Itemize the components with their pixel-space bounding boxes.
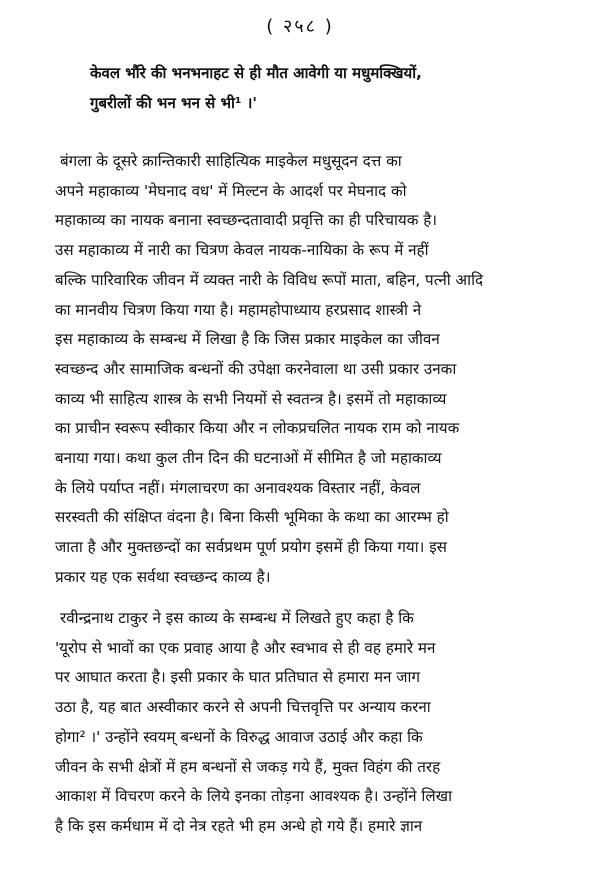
- paragraph-line: होगा² ।' उन्होंने स्वयम् बन्धनों के विरुद्ध आवाज उठाई और कहा कि: [55, 727, 423, 746]
- paragraph-line: इस महाकाव्य के सम्बन्ध में लिखा है कि जिस प्रकार माइकेल का जीवन: [55, 330, 440, 349]
- paragraph-rabindranath: [55, 604, 585, 842]
- paragraph-line: महाकाव्य का नायक बनाना स्वच्छन्दतावादी प्रवृत्ति का ही परिचायक है।: [55, 211, 438, 230]
- verse-quote: [90, 58, 560, 118]
- paragraph-line: सरस्वती की संक्षिप्त वंदना है। बिना किसी भूमिका के कथा का आरम्भ हो: [55, 508, 449, 527]
- paragraph-line: के लिये पर्याप्त नहीं। मंगलाचरण का अनावश्यक विस्तार नहीं, केवल: [55, 478, 421, 497]
- paragraph-line: है कि इस कर्मधाम में दो नेत्र रहते भी हम अन्धे हो गये हैं। हमारे ज्ञान: [55, 816, 423, 835]
- paragraph-line: अपने महाकाव्य 'मेघनाद वध' में मिल्टन के आदर्श पर मेघनाद को: [55, 181, 407, 200]
- paragraph-line: प्रकार यह एक सर्वथा स्वच्छन्द काव्य है।: [55, 567, 271, 586]
- quote-line: गुबरीलों की भन भन से भी¹ ।': [90, 94, 257, 112]
- paragraph-line: काव्य भी साहित्य शास्त्र के सभी नियमों से स्वतन्त्र है। इसमें तो महाकाव्य: [55, 389, 447, 408]
- paragraph-line: बनाया गया। कथा कुल तीन दिन की घटनाओं में सीमित है जो महाकाव्य: [55, 449, 442, 468]
- paragraph-line: आकाश में विचरण करने के लिये इनका तोड़ना आवश्यक है। उन्होंने लिखा: [55, 787, 453, 806]
- paragraph-line: जाता है और मुक्तछन्दों का सर्वप्रथम पूर्ण प्रयोग इसमें ही किया गया। इस: [55, 538, 447, 557]
- paragraph-line: रवीन्द्रनाथ टाकुर ने इस काव्य के सम्बन्ध में लिखते हुए कहा है कि: [60, 609, 414, 627]
- paragraph-line: का मानवीय चित्रण किया गया है। महामहोपाध्याय हरप्रसाद शास्त्री ने: [55, 300, 422, 319]
- paragraph-line: बल्कि पारिवारिक जीवन में व्यक्त नारी के विविध रूपों माता, बहिन, पत्नी आदि: [55, 270, 484, 289]
- paragraph-line: जीवन के सभी क्षेत्रों में हम बन्धनों से जकड़ गये हैं, मुक्त विहंग की तरह: [55, 757, 441, 776]
- page-number: ( २५८ ): [266, 16, 334, 37]
- paragraph-line: बंगला के दूसरे क्रान्तिकारी साहित्यिक माइकेल मधुसूदन दत्त का: [60, 152, 402, 170]
- paragraph-line: उठा है, यह बात अस्वीकार करने से अपनी चित्तवृत्ति पर अन्याय करना: [55, 698, 431, 717]
- paragraph-line: स्वच्छन्द और सामाजिक बन्धनों की उपेक्षा करनेवाला था उसी प्रकार उनका: [55, 359, 457, 378]
- paragraph-line: उस महाकाव्य में नारी का चित्रण केवल नायक-नायिका के रूप में नहीं: [55, 241, 429, 260]
- paragraph-line: पर आघात करता है। इसी प्रकार के घात प्रतिघात से हमारा मन जाग: [55, 668, 421, 687]
- paragraph-line: का प्राचीन स्वरूप स्वीकार किया और न लोकप्रचलित नायक राम को नायक: [55, 419, 460, 438]
- paragraph-madhusudan: [55, 147, 585, 593]
- paragraph-line: 'यूरोप से भावों का एक प्रवाह आया है और स्वभाव से ही वह हमारे मन: [55, 638, 436, 657]
- quote-line: केवल भौंरे की भनभनाहट से ही मौत आवेगी या मधुमक्खियों,: [90, 64, 422, 82]
